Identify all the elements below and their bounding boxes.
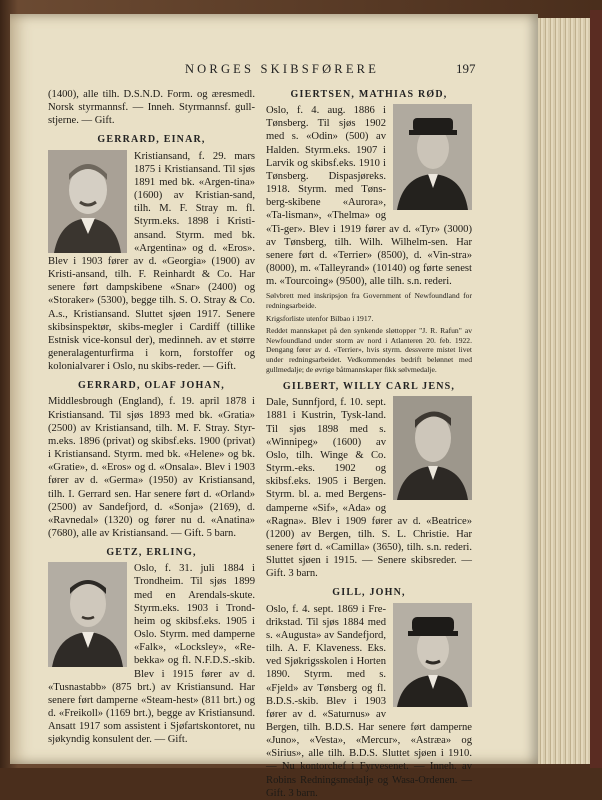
entry-text: Oslo, f. 4. aug. 1886 i Tønsberg. Til sjøs 1902 med s. «Odin» (500) av Halden. Styrm.eks. 1907 i Larvik og skibsf.eks. 1910 i Tønsberg. Dispasjøreks. 1918. Styrm. med Tøns-berg-skibene «Aurora», «Ta-lisman», «Thelma» og «Ti-ger». Blev i 1919 fører av d. «Tyr» (3000) av Tønsberg, tilh. Wilh. Wilhelm-sen. Har senere ført d. «Terrier» (8500), d. «Vin-stra» (8000), m. «Talleyrand» (10140) og førte senest m. «Tourcoing» (9500), alle tilh. s.n. rederi. <box>266 105 472 288</box>
running-head: NORGES SKIBSFØRERE <box>184 62 380 76</box>
page-number: 197 <box>456 61 476 76</box>
entry-text: Oslo, f. 31. juli 1884 i Trondheim. Til sjøs 1899 med en Arendals-skute. Styrm.eks. 1903 i Trond-heim og skibsf.eks. 1905 i Oslo. Styrm. med damperne «Falk», «Locksley», «Re-bekka» og fl. N.F.D.S.-skib. Blev i 1915 fører av d. «Tusnastabb» (875 brt.) av Kristiansund. Har senere ført damperne «Steam-hest» (811 brt.) og d. «Freikoll» (1169 brt.), begge av Kristiansund. Ansatt 1917 som assistent i Sjøfartskontoret, nu sjøkyndig konsulent der. — Gift. <box>48 563 255 746</box>
book-cover-edge <box>590 10 602 768</box>
note-text: Krigsforliste utenfor Bilbao i 1917. <box>266 313 374 323</box>
intro-paragraph: (1400), alle tilh. D.S.N.D. Form. og æresmedl. Norsk styrmannsf. — Inneh. Styrmannsf. gull-stjerne. — Gift. <box>48 89 255 127</box>
left-column <box>48 88 255 747</box>
entry-text: Oslo, f. 4. sept. 1869 i Fre-drikstad. Til sjøs 1884 med s. «Augusta» av Sandefjord, tilh. A. F. Klaveness. Eks. ved Sjøkrigsskolen i Horten 1890. Styrm. med s. «Fjeld» av Tønsberg og fl. B.D.S.-skib. Blev i 1903 fører av d. «Saturnus» av Bergen, tilh. B.D.S. Har senere ført damperne «Juno», «Vesta», «Mercur», «Astræa» og «Sirius», alle tilh. B.D.S. Sluttet sjøen i 1910. — Nu kontorchef i Fyrvesenet. — Inneh. av Robins Redningsmedalje og Wasa-Ordenen. — Gift. 3 barn. <box>266 603 472 799</box>
entry-heading: GILBERT, WILLY CARL JENS, <box>282 381 456 393</box>
portrait-photo <box>393 104 472 210</box>
portrait-photo <box>48 150 127 253</box>
portrait-photo <box>48 562 127 667</box>
entry-heading: GERRARD, EINAR, <box>97 134 206 146</box>
entry-text: Dale, Sunnfjord, f. 10. sept. 1881 i Kustrin, Tysk-land. Til sjøs 1898 med s. «Winnipeg» (1600) av Oslo, tilh. Winge & Co. Styrm.-eks. 1902 og skibsf.eks. 1905 i Bergen. Styrm. bl. a. med Bergens-damperne «Sif», «Ada» og «Ragna». Blev i 1909 fører av d. «Beatrice» (1200) av Bergen, tilh. S. L. Christie. Har senere ført d. «Camilla» (3650), tilh. s.n. rederi. Sluttet sjøen i 1915. — Senere skibsreder. — Gift. 3 barn. <box>266 397 472 580</box>
entry-heading: GILL, JOHN, <box>332 587 406 599</box>
entry-heading: GERRARD, OLAF JOHAN, <box>78 380 225 392</box>
portrait-photo <box>393 396 472 500</box>
entry-heading: GIERTSEN, MATHIAS RØD, <box>290 89 448 100</box>
entry-text: Middlesbrough (England), f. 19. april 1878 i Kristiansand. Til sjøs 1893 med bk. «Gratia» (2500) av Kristiansand, tilh. M. F. Stray. Styr-m.eks. 1896 (privat) og skibsf.eks. 1900 (privat) i Kristiansand. Styrm. med bk. «Helene» og bk. «Gratie», d. «Eros» og d. «Onsala». Blev i 1903 fører av d. «Germa» (1950) av Kristiansand, tilh. I. Gerrard sen. Har senere ført d. «Orland» (2500) av Sandefjord, d. «Sonja» (2169), d. «Ravnedal» (1320) og fører nu d. «Anatina» (7680), alle av Kristiansand. — Gift. 5 barn. <box>48 396 255 539</box>
note-text: Reddet mannskapet på den synkende sløttopper "J. R. Rafun" av Newfoundland under storm av nord i Atlanteren 20. feb. 1922. Dengang fører av d. «Terrier», hvis styrm. dessverre mistet livet under redningsarbeidet. Vedkommendes bedrift belønnet med gullmedalje; de øvrige båtmannskaper fikk sølvmedalje. <box>266 326 472 374</box>
entry-heading: GETZ, ERLING, <box>106 547 197 559</box>
note-text: Sølvbrett med inskripsjon fra Government of Newfoundland for redningsarbeide. <box>266 291 472 310</box>
portrait-photo <box>393 603 472 707</box>
page-stack-edge <box>538 18 590 764</box>
right-column <box>266 88 472 800</box>
entry-text: Kristiansand, f. 29. mars 1875 i Kristiansand. Til sjøs 1891 med bk. «Argen-tina» (1600) av Kristian-sand, tilh. M. F. Stray m. fl. Styrm.eks. 1898 i Kristi-ansand. Styrm. med bk. «Argentina» og d. «Eros». Blev i 1903 fører av d. «Georgia» (1900) av Kristi-ansand, tilh. F. Reinhardt & Co. Har senere ført dampskibene «Snar» (2400) og «Storaker» (5300), begge tilh. S. O. Stray & Co. A.s., Kristiansand. Sluttet sjøen 1917. Senere skibsinspektør, skibs-megler i Cardiff (tillike Estnisk vice-konsul der), medinneh. av et større generalagenturfirma i korn, forstoffer og kolonialvarer i Oslo, nu skibs-reder. — Gift. <box>48 150 255 373</box>
